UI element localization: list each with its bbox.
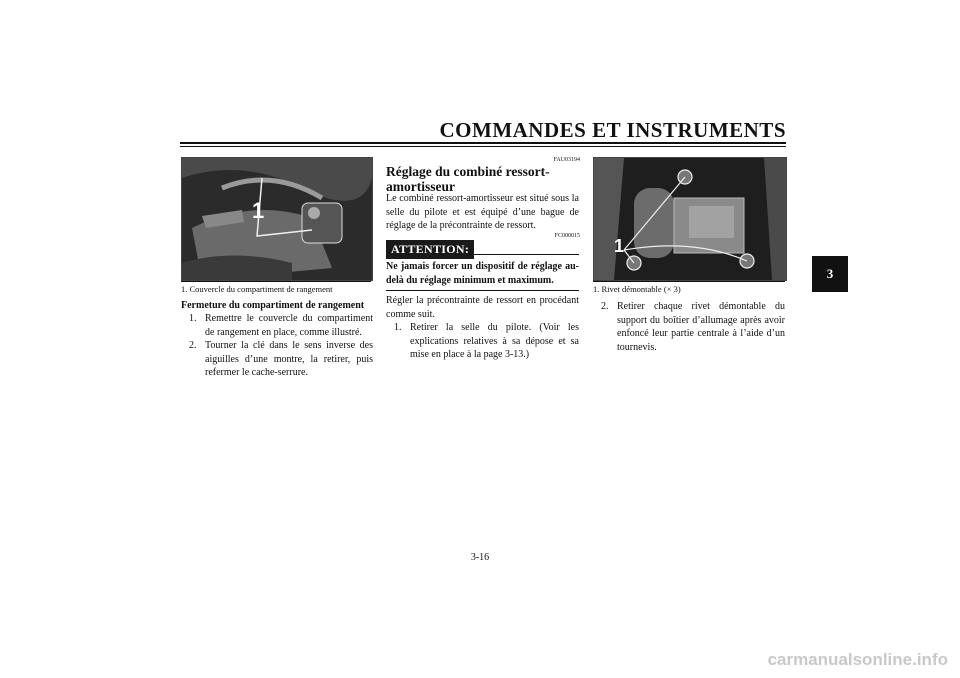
attention-rule <box>469 254 579 255</box>
list-item <box>189 339 373 380</box>
step-text: Retirer chaque rivet démontable du support du boîtier d’allumage après avoir enfoncé leur partie centrale à l’aide d’un tournevis. <box>617 301 785 353</box>
step-text: Retirer la selle du pilote. (Voir les explications relatives à sa dépose et sa mise en place à la page 3-13.) <box>410 322 579 360</box>
watermark: carmanualsonline.info <box>767 650 948 669</box>
attention-label: ATTENTION: <box>386 240 474 259</box>
list-item <box>394 321 579 362</box>
list-item <box>189 312 373 339</box>
section-title-line: amortisseur <box>386 179 455 194</box>
callout-label: 1 <box>252 198 265 223</box>
section-heading: Fermeture du compartiment de rangement <box>181 300 365 311</box>
list-item <box>601 300 785 354</box>
page-number: 3-16 <box>470 552 490 563</box>
step-text: Tourner la clé dans le sens inverse des aiguilles d’une montre, la retirer, puis refermer le cache-serrure. <box>205 340 373 378</box>
step-number: 2. <box>601 301 609 312</box>
attention-text: Ne jamais forcer un dispositif de réglage au-delà du réglage minimum et maximum. <box>386 261 579 286</box>
callout-label: 1 <box>614 236 625 256</box>
procedure-intro: Régler la précontrainte de ressort en procédant comme suit. <box>386 295 579 320</box>
step-number: 1. <box>189 313 197 324</box>
header-rule <box>180 142 786 144</box>
caution-code: FC000015 <box>554 233 580 239</box>
caption-rule <box>593 281 785 282</box>
section-title <box>386 164 586 194</box>
section-title-line: Réglage du combiné ressort- <box>386 164 550 179</box>
page-title: COMMANDES ET INSTRUMENTS <box>439 118 786 142</box>
attention-rule-bottom <box>386 290 579 291</box>
storage-compartment-photo <box>181 157 373 281</box>
photo-caption: 1. Rivet démontable (× 3) <box>593 284 681 294</box>
caption-rule <box>181 281 371 282</box>
reference-code: FAU03194 <box>553 157 580 163</box>
ignition-box-photo <box>593 157 787 281</box>
step-number: 2. <box>189 340 197 351</box>
step-list <box>394 321 579 362</box>
header-rule-thin <box>180 146 786 147</box>
step-text: Remettre le couvercle du compartiment de rangement en place, comme illustré. <box>205 313 373 338</box>
photo-caption: 1. Couvercle du compartiment de rangement <box>181 284 333 294</box>
step-number: 1. <box>394 322 402 333</box>
intro-paragraph: Le combiné ressort-amortisseur est situé sous la selle du pilote et est équipé d’une bague de réglage de la précontrainte de ressort. <box>386 193 579 231</box>
chapter-tab: 3 <box>812 256 848 292</box>
step-list <box>189 312 373 380</box>
step-list <box>601 300 785 354</box>
